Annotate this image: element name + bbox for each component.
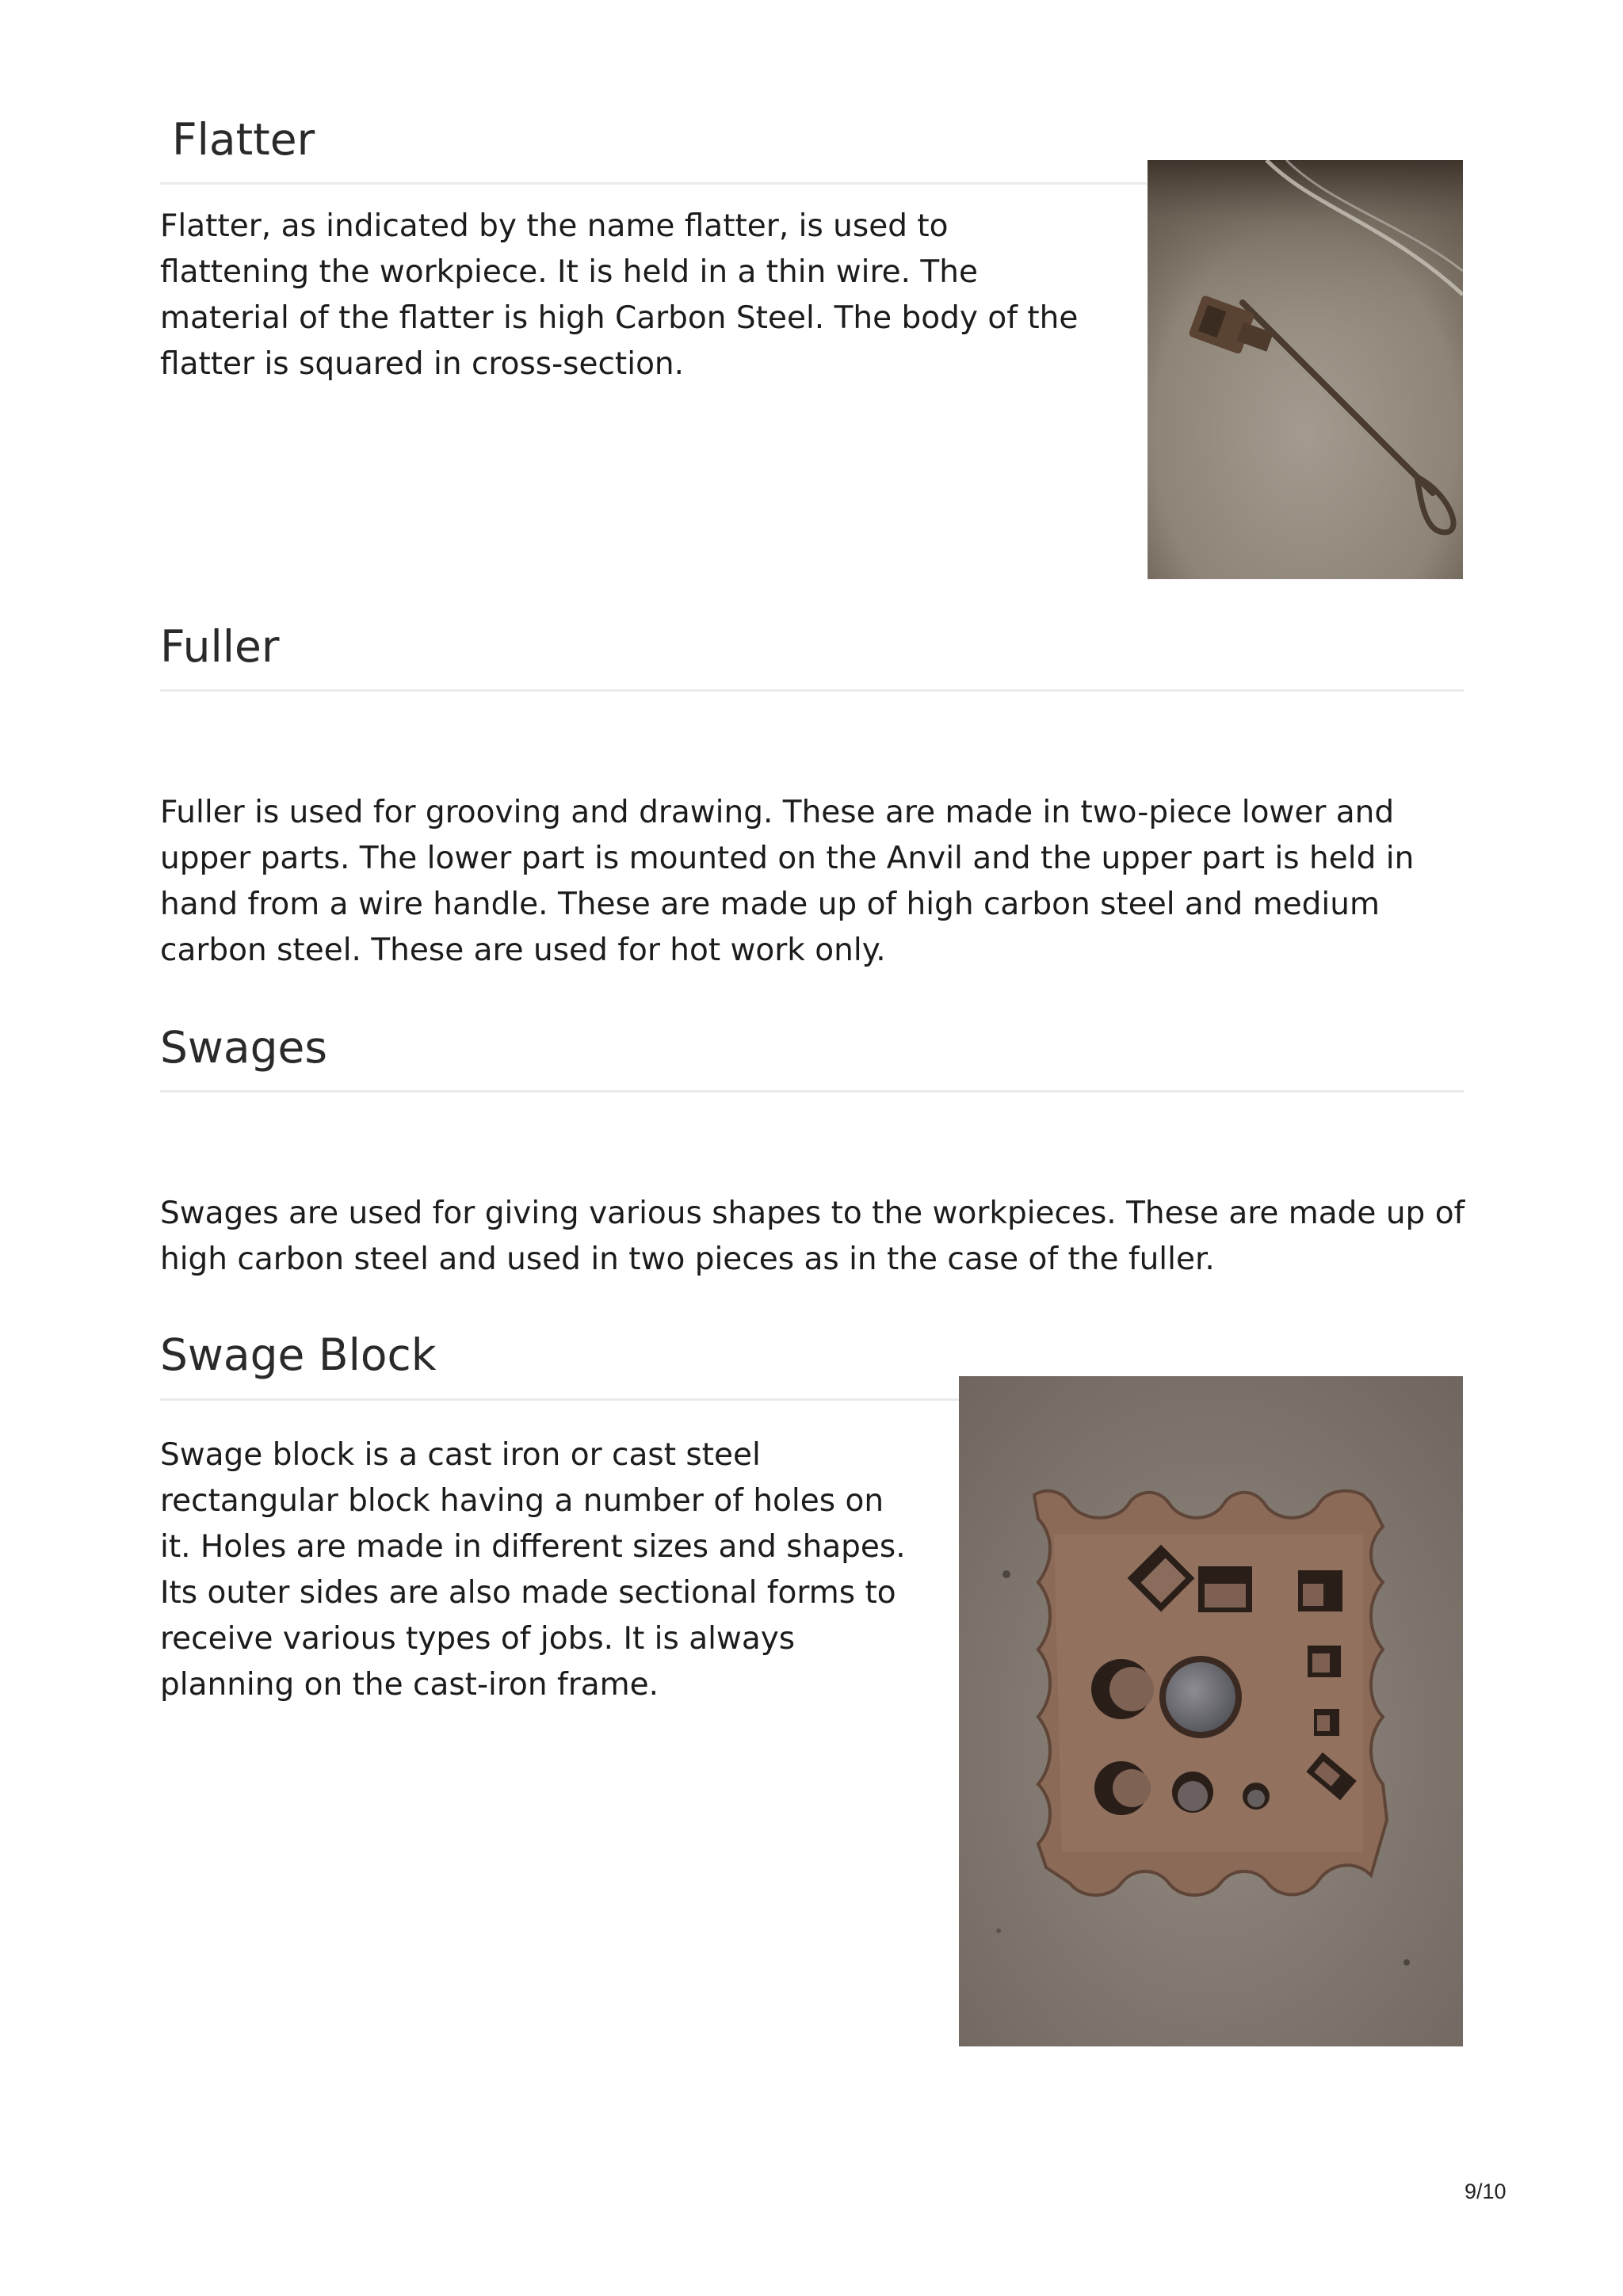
fuller-divider [160, 689, 1464, 692]
swages-paragraph: Swages are used for giving various shapes to the workpieces. These are made up of high carbon steel and used in two pieces as in the case of the fuller. [160, 1196, 1465, 1277]
flatter-heading: Flatter [172, 114, 315, 165]
page-number: 9/10 [1465, 2180, 1507, 2203]
swage-block-paragraph: Swage block is a cast iron or cast steel rectangular block having a number of holes on it. Holes are made in different sizes and shapes. Its outer sides are also made sectional forms to receive various types of jobs. It is always planning on the cast-iron frame. [160, 1437, 906, 1703]
flatter-tool-photo [1148, 160, 1463, 579]
fuller-heading: Fuller [160, 621, 280, 672]
fuller-paragraph: Fuller is used for grooving and drawing. These are made in two-piece lower and upper parts. The lower part is mounted on the Anvil and the upper part is held in hand from a wire handle. These are made up of high carbon steel and medium carbon steel. These are used for hot work only. [160, 795, 1415, 968]
swage-block-divider [160, 1398, 959, 1401]
swage-block-photo [959, 1376, 1463, 2046]
swages-divider [160, 1090, 1464, 1093]
flatter-divider [160, 182, 1147, 185]
flatter-image [1148, 160, 1463, 579]
swages-heading: Swages [160, 1022, 328, 1073]
swage-block-heading: Swage Block [160, 1329, 437, 1380]
flatter-paragraph: Flatter, as indicated by the name flatter, is used to flattening the workpiece. It is held in a thin wire. The material of the flatter is high Carbon Steel. The body of the flatter is squared in cross-section. [160, 208, 1079, 382]
swage-block-image [959, 1376, 1463, 2046]
